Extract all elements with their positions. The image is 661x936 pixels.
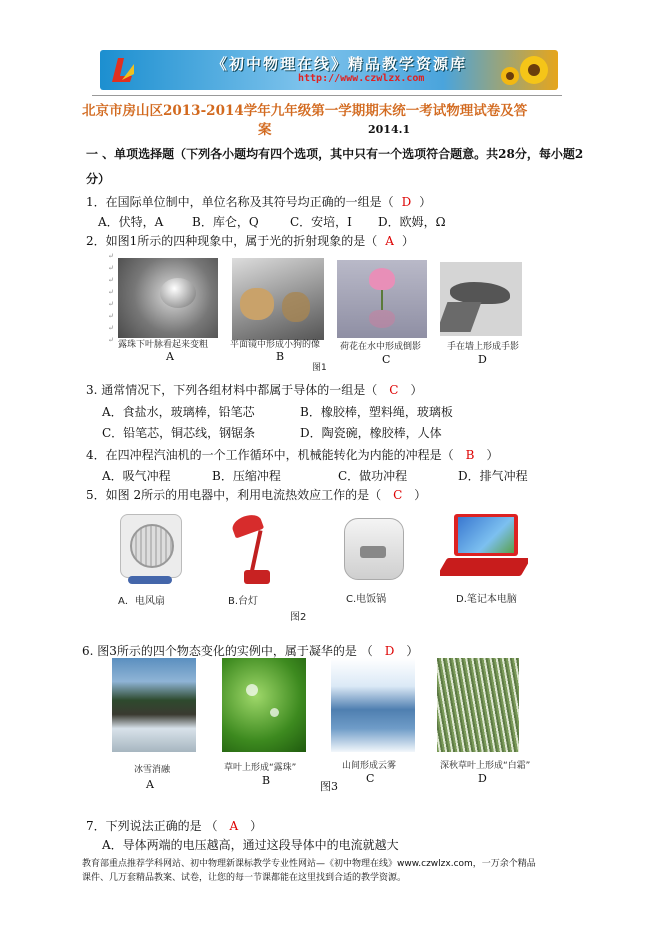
- q1-option-a: A．伏特，A: [98, 215, 164, 229]
- q5-caption-d: D.笔记本电脑: [456, 594, 517, 605]
- q2-caption-a: 露珠下叶脉看起来变粗: [118, 340, 209, 350]
- q7-answer: A: [229, 819, 239, 833]
- banner-url[interactable]: http://www.czwlzx.com: [298, 73, 425, 84]
- q4-option-b: B．压缩冲程: [212, 469, 281, 483]
- q6-stem: 6. 图3所示的四个物态变化的实例中，属于凝华的是 （: [82, 644, 373, 658]
- electric-fan-illustration: [118, 514, 182, 584]
- question-5: [86, 486, 426, 503]
- desk-lamp-illustration: [228, 514, 282, 586]
- q5-answer: C: [393, 488, 403, 502]
- site-logo-icon: [108, 54, 136, 86]
- q3-stem: 3. 通常情况下，下列各组材料中都属于导体的一组是（: [86, 383, 378, 397]
- question-1: [86, 193, 431, 210]
- q3-option-b: B．橡胶棒，塑料绳，玻璃板: [300, 405, 453, 419]
- q1-answer: D: [401, 195, 412, 209]
- question-3: [86, 381, 422, 398]
- q2-letter-d: D: [478, 353, 487, 366]
- q2-stem: 2．如图1所示的四种现象中，属于光的折射现象的是（: [86, 234, 378, 248]
- dew-on-grass-photo: [222, 658, 306, 752]
- q1-option-d: D．欧姆，Ω: [378, 215, 446, 229]
- q6-letter-c: C: [366, 772, 375, 785]
- fig1-label: 图1: [312, 363, 327, 373]
- footer-line1: 教育部重点推荐学科网站、初中物理新课标教学专业性网站—《初中物理在线》www.czwlzx.com，一万余个精品: [82, 859, 536, 869]
- q5-caption-a: A．电风扇: [118, 596, 165, 607]
- q2-letter-b: B: [276, 350, 285, 363]
- q2-close: ）: [401, 234, 414, 248]
- q7-stem: 7．下列说法正确的是 （: [86, 819, 218, 833]
- q6-letter-a: A: [146, 778, 154, 791]
- question-6: [82, 642, 418, 659]
- q6-letter-b: B: [262, 774, 271, 787]
- q3-option-a: A．食盐水，玻璃棒，铅笔芯: [102, 405, 255, 419]
- section-heading: 一 、单项选择题（下列各小题均有四个选项，其中只有一个选项符合题意。共28分，每小题2: [86, 147, 584, 161]
- q5-stem: 5．如图 2所示的用电器中，利用电流热效应工作的是（: [86, 488, 382, 502]
- q4-option-a: A．吸气冲程: [102, 469, 171, 483]
- laptop-illustration: [440, 514, 528, 584]
- q6-caption-a: 冰雪消融: [134, 765, 171, 775]
- q1-option-b: B．库仑，Q: [192, 215, 259, 229]
- q2-answer: A: [385, 234, 394, 248]
- header-banner: [100, 50, 558, 90]
- q6-close: ）: [406, 644, 419, 658]
- q2-caption-d: 手在墙上形成手影: [447, 342, 520, 352]
- q3-close: ）: [410, 383, 423, 397]
- q3-option-d: D．陶瓷碗，橡胶棒，人体: [300, 426, 442, 440]
- question-4: [86, 446, 498, 463]
- q4-option-c: C．做功冲程: [338, 469, 408, 483]
- mirror-dog-photo: [232, 258, 324, 340]
- q6-caption-b: 草叶上形成“露珠”: [224, 763, 297, 773]
- q6-letter-d: D: [478, 772, 487, 785]
- frost-on-grass-photo: [437, 658, 519, 752]
- sunflower-icon: [500, 52, 552, 88]
- hand-shadow-photo: [440, 262, 522, 336]
- q4-option-d: D．排气冲程: [458, 469, 528, 483]
- question-7: [86, 817, 262, 834]
- lotus-reflection-photo: [337, 260, 427, 338]
- q7-close: ）: [250, 819, 263, 833]
- q2-letter-c: C: [382, 353, 391, 366]
- rice-cooker-illustration: [340, 514, 406, 582]
- footer-line2: 课件、几万套精品教案、试卷，让您的每一节课都能在这里找到合适的教学资源。: [82, 873, 407, 883]
- q6-caption-d: 深秋草叶上形成“白霜”: [440, 761, 531, 771]
- dewdrop-photo: [118, 258, 218, 338]
- q3-answer: C: [389, 383, 399, 397]
- q3-option-c: C．铅笔芯，铜芯线，钢锯条: [102, 426, 256, 440]
- doc-date: 2014.1: [368, 123, 411, 136]
- header-divider: [92, 95, 562, 96]
- q5-close: ）: [414, 488, 427, 502]
- doc-title-line2: 案: [258, 122, 272, 138]
- q1-option-c: C．安培，I: [290, 215, 352, 229]
- q5-caption-c: C.电饭锅: [346, 594, 387, 605]
- q4-answer: B: [465, 448, 475, 462]
- melting-snow-photo: [112, 658, 196, 752]
- q1-stem: 1．在国际单位制中，单位名称及其符号均正确的一组是（: [86, 195, 394, 209]
- q4-stem: 4．在四冲程汽油机的一个工作循环中，机械能转化为内能的冲程是（: [86, 448, 454, 462]
- question-2: [86, 232, 414, 249]
- q2-caption-c: 荷花在水中形成倒影: [340, 342, 422, 352]
- paragraph-marks: ↵ ↵ ↵ ↵ ↵ ↵ ↵ ↵: [108, 252, 114, 344]
- doc-title-line1: 北京市房山区2013-2014学年九年级第一学期期末统一考试物理试卷及答: [82, 103, 528, 119]
- fig3-label: 图3: [320, 780, 338, 793]
- q1-close: ）: [419, 195, 432, 209]
- q4-close: ）: [486, 448, 499, 462]
- fig2-label: 图2: [290, 612, 307, 623]
- q2-caption-b: 平面镜中形成小狗的像: [230, 340, 321, 350]
- banner-title: 《初中物理在线》精品教学资源库: [212, 55, 468, 73]
- q6-answer: D: [384, 644, 395, 658]
- q2-letter-a: A: [166, 350, 174, 363]
- section-heading-cont: 分）: [86, 172, 111, 186]
- q7-option-a: A．导体两端的电压越高，通过这段导体中的电流就越大: [102, 838, 399, 852]
- mountain-fog-photo: [331, 658, 415, 752]
- q5-caption-b: B.台灯: [228, 596, 259, 607]
- q6-caption-c: 山间形成云雾: [342, 761, 397, 771]
